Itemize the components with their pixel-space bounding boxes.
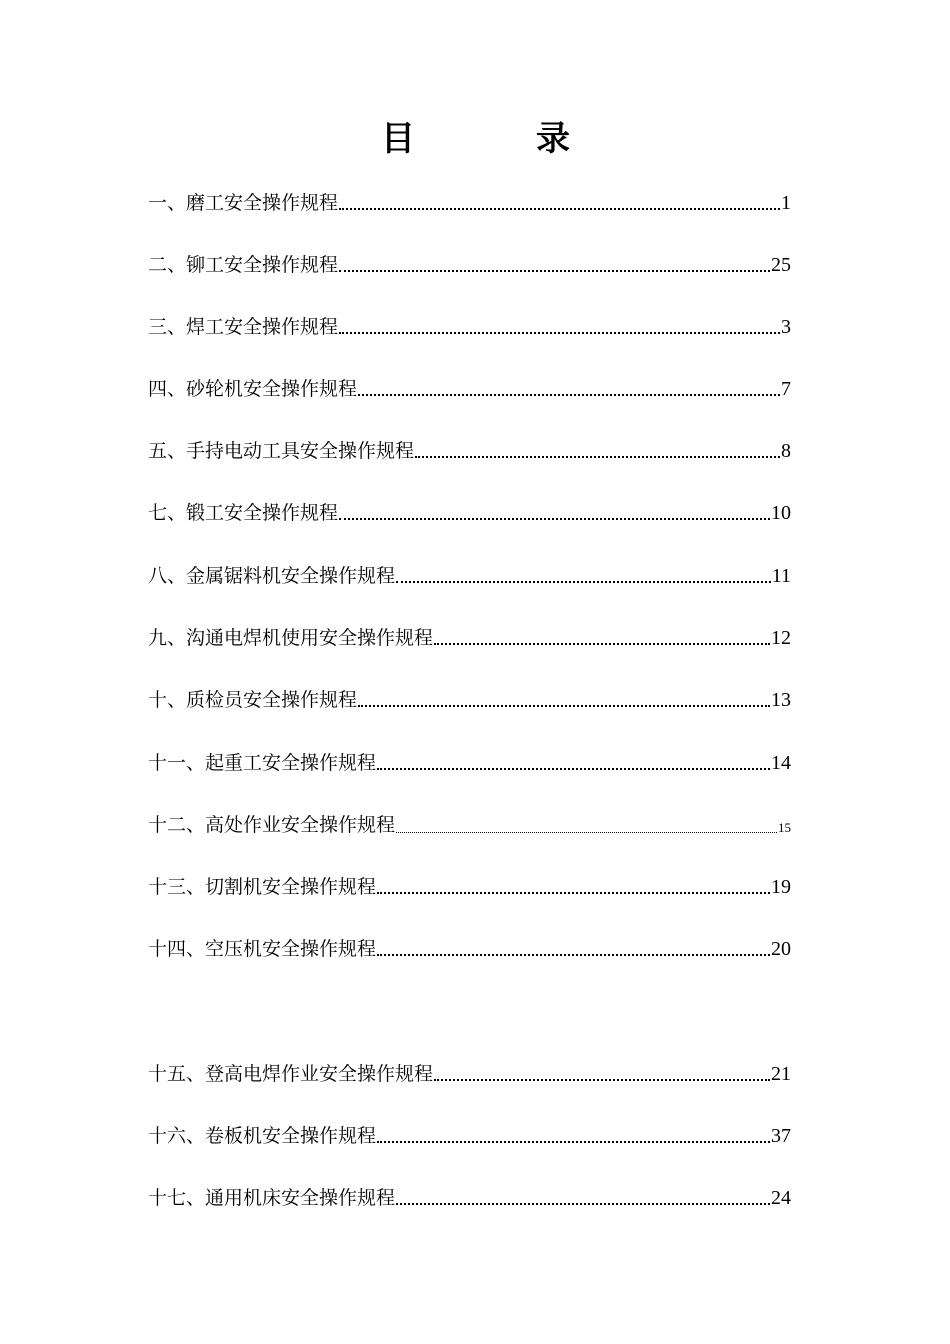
toc-entry-page: 37 [771,1125,791,1147]
dot-leader [434,1079,770,1081]
dot-leader [396,581,771,583]
dot-leader [377,768,770,770]
toc-entry[interactable] [148,372,791,402]
toc-entry-page: 19 [771,876,791,898]
toc-entry-label: 一、磨工安全操作规程 [148,192,339,214]
dot-leader [377,954,770,956]
toc-entry-page: 12 [771,627,791,649]
toc-entry[interactable] [148,808,791,838]
dot-leader [358,394,780,396]
toc-entry-label: 八、金属锯料机安全操作规程 [148,565,396,587]
toc-entry[interactable] [148,746,791,776]
toc-title-left: 目 [381,119,415,159]
toc-entry-page: 21 [771,1063,791,1085]
toc-entry-label: 十三、切割机安全操作规程 [148,876,377,898]
toc-title-right: 录 [536,119,570,159]
toc-entry-page: 1 [781,192,791,214]
toc-entry-page: 3 [781,316,791,338]
toc-entry-label: 十二、高处作业安全操作规程 [148,814,396,836]
toc-entry[interactable] [148,1119,791,1149]
toc-entry[interactable] [148,310,791,340]
dot-leader [358,705,770,707]
toc-entry-page: 15 [778,820,791,835]
dot-leader [377,892,770,894]
toc-entry-page: 13 [771,689,791,711]
toc-entry-label: 二、铆工安全操作规程 [148,254,339,276]
dot-leader [415,456,780,458]
dot-leader [434,643,770,645]
toc-entry[interactable] [148,683,791,713]
toc-entry-label: 十、质检员安全操作规程 [148,689,358,711]
toc-entry[interactable] [148,870,791,900]
toc-entry[interactable] [148,496,791,526]
toc-entry-page: 24 [771,1187,791,1209]
toc-entry-page: 14 [771,752,791,774]
toc-entry-label: 十四、空压机安全操作规程 [148,938,377,960]
toc-entry-page: 7 [781,378,791,400]
toc-entry-label: 三、焊工安全操作规程 [148,316,339,338]
toc-entry-label: 四、砂轮机安全操作规程 [148,378,358,400]
toc-entry-page: 8 [781,440,791,462]
toc-title [0,116,950,166]
dot-leader [339,208,780,210]
toc-entry[interactable] [148,559,791,589]
toc-entry[interactable] [148,434,791,464]
toc-entry[interactable] [148,186,791,216]
toc-entry-label: 十五、登高电焊作业安全操作规程 [148,1063,434,1085]
dot-leader [377,1141,770,1143]
toc-entry[interactable] [148,248,791,278]
dot-leader [396,1203,770,1205]
dot-leader [339,270,770,272]
toc-entry[interactable] [148,1181,791,1211]
toc-entry-label: 十六、卷板机安全操作规程 [148,1125,377,1147]
dot-leader [339,518,770,520]
dot-leader [339,332,780,334]
toc-entry-label: 七、锻工安全操作规程 [148,502,339,524]
toc-entry[interactable] [148,621,791,651]
toc-entry-page: 10 [771,502,791,524]
toc-entry-page: 11 [771,565,791,587]
toc-entry-page: 20 [771,938,791,960]
toc-entry-label: 十一、起重工安全操作规程 [148,752,377,774]
toc-entry-label: 五、手持电动工具安全操作规程 [148,440,415,462]
toc-entry-label: 十七、通用机床安全操作规程 [148,1187,396,1209]
toc-entry[interactable] [148,932,791,962]
toc-entry-label: 九、沟通电焊机使用安全操作规程 [148,627,434,649]
dot-leader [396,832,777,833]
toc-entry-page: 25 [771,254,791,276]
toc-entry[interactable] [148,1057,791,1087]
